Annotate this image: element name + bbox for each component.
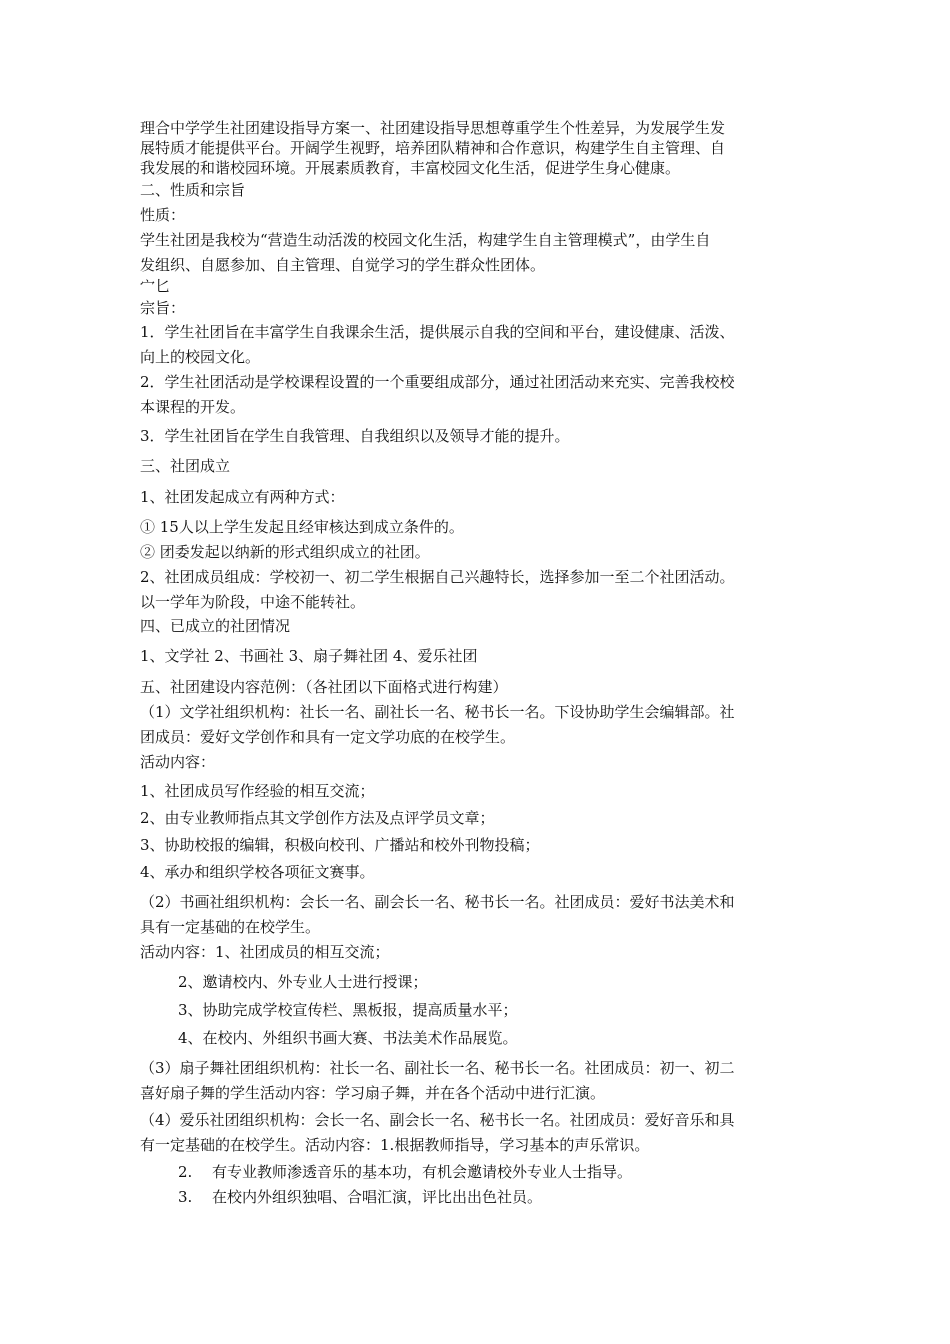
art-club: 具有一定基础的在校学生。 [140, 918, 321, 936]
activity-item: 2、邀请校内、外专业人士进行授课； [178, 973, 428, 991]
purpose-item: 本课程的开发。 [140, 398, 246, 416]
purpose-item: 向上的校园文化。 [140, 348, 261, 366]
purpose-item: 2．学生社团活动是学校课程设置的一个重要组成部分，通过社团活动来充实、完善我校校 [140, 373, 735, 391]
music-club: 有一定基础的在校学生。活动内容：1.根据教师指导，学习基本的声乐常识。 [140, 1136, 650, 1154]
activity-item: 2、由专业教师指点其文学创作方法及点评学员文章； [140, 809, 495, 827]
intro-line: 展特质才能提供平台。开阔学生视野，培养团队精神和合作意识，构建学生自主管理、自 [140, 139, 726, 157]
establish-item: 1、社团发起成立有两种方式： [140, 488, 345, 506]
intro-line: 理合中学学生社团建设指导方案一、社团建设指导思想尊重学生个性差异，为发展学生发 [140, 119, 726, 137]
establish-item: 以一学年为阶段，中途不能转社。 [140, 593, 366, 611]
section-heading: 二、性质和宗旨 [140, 181, 246, 199]
section-heading: 五、社团建设内容范例：（各社团以下面格式进行构建） [140, 678, 508, 696]
establish-item: 2、社团成员组成：学校初一、初二学生根据自己兴趣特长，选择参加一至二个社团活动。 [140, 568, 735, 586]
art-club: （2）书画社组织机构：会长一名、副会长一名、秘书长一名。社团成员：爱好书法美术和 [140, 893, 735, 911]
establish-item: ② 团委发起以纳新的形式组织成立的社团。 [140, 543, 430, 561]
activity-item: 1、社团成员写作经验的相互交流； [140, 782, 375, 800]
nature-label: 性质： [140, 206, 186, 224]
music-item-number: 3. [178, 1188, 193, 1206]
nature-text: 发组织、自愿参加、自主管理、自觉学习的学生群众性团体。 [140, 256, 546, 274]
stray-text: 宀匕 [140, 277, 171, 295]
music-item-text: 有专业教师渗透音乐的基本功，有机会邀请校外专业人士指导。 [212, 1163, 633, 1181]
club-list: 1、文学社 2、书画社 3、扇子舞社团 4、爱乐社团 [140, 647, 478, 665]
section-heading: 三、社团成立 [140, 457, 231, 475]
activity-item: 4、在校内、外组织书画大赛、书法美术作品展览。 [178, 1029, 518, 1047]
activity-label: 活动内容： [140, 753, 216, 771]
literature-club: 团成员：爱好文学创作和具有一定文学功底的在校学生。 [140, 728, 516, 746]
fan-dance-club: （3）扇子舞社团组织机构：社长一名、副社长一名、秘书长一名。社团成员：初一、初二 [140, 1059, 735, 1077]
activity-item: 3、协助完成学校宣传栏、黑板报，提高质量水平； [178, 1001, 518, 1019]
purpose-item: 3．学生社团旨在学生自我管理、自我组织以及领导才能的提升。 [140, 427, 570, 445]
music-item-text: 在校内外组织独唱、合唱汇演，评比出出色社员。 [212, 1188, 543, 1206]
intro-line: 我发展的和谐校园环境。开展素质教育，丰富校园文化生活，促进学生身心健康。 [140, 159, 681, 177]
literature-club: （1）文学社组织机构：社长一名、副社长一名、秘书长一名。下设协助学生会编辑部。社 [140, 703, 735, 721]
section-heading: 四、已成立的社团情况 [140, 617, 291, 635]
purpose-item: 1．学生社团旨在丰富学生自我课余生活，提供展示自我的空间和平台，建设健康、活泼、 [140, 323, 735, 341]
activity-item: 3、协助校报的编辑，积极向校刊、广播站和校外刊物投稿； [140, 836, 540, 854]
nature-text: 学生社团是我校为“营造生动活泼的校园文化生活，构建学生自主管理模式”，由学生自 [140, 231, 711, 249]
music-club: （4）爱乐社团组织机构：会长一名、副会长一名、秘书长一名。社团成员：爱好音乐和具 [140, 1111, 735, 1129]
establish-item: ① 15人以上学生发起且经审核达到成立条件的。 [140, 518, 464, 536]
purpose-label: 宗旨： [140, 299, 186, 317]
activity-item: 4、承办和组织学校各项征文赛事。 [140, 863, 375, 881]
activity-item: 活动内容：1、社团成员的相互交流； [140, 943, 390, 961]
music-item-number: 2. [178, 1163, 193, 1181]
fan-dance-club: 喜好扇子舞的学生活动内容：学习扇子舞，并在各个活动中进行汇演。 [140, 1084, 606, 1102]
